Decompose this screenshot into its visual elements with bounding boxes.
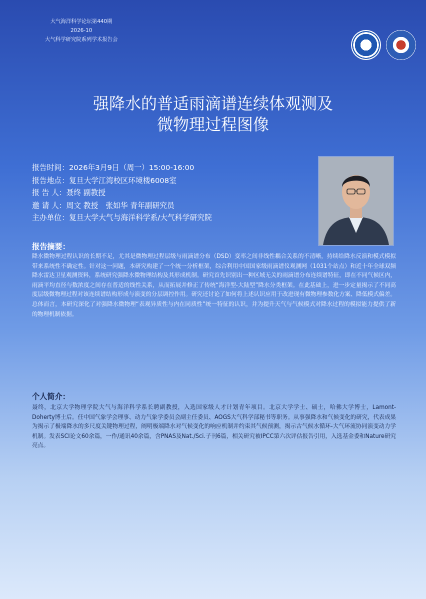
info-speaker [32, 187, 212, 200]
info-host-label: 邀 请 人： [32, 200, 67, 210]
speaker-portrait-icon [319, 157, 393, 245]
info-time-value: 2026年3月9日（周一）15:00-16:00 [68, 163, 195, 172]
forum-issue: 大气海洋科学论坛第440期 [50, 19, 113, 25]
bio-text: 聂终，北京大学物理学院大气与海洋科学系长聘副教授，入选国家级人才计划青年项目。北京大学学士、硕士，哈佛大学博士，Lamont-Doherty博士后。任中国气象学会理事、动力气象学委员会副主任委员、AOGS大气科学部秘书等职务。从事强降水和气候变化的研究，代表成果为揭示了极端降水的多尺度关键物理过程，阐明极端降水对气候变化的响应机制并约束其气候预测，揭示古气候水循环-大气环流协同演变动力学机制。发表SCI论文60余篇，一作/通讯40余篇，含PNAS及Nat./Sci.子刊6篇，相关研究被IPCC第六次评估报告引用，入选基金委和Nature研究亮点。 [32, 405, 396, 450]
forum-date-code: 2026-10 [70, 28, 93, 34]
info-host [32, 200, 212, 213]
bio-heading: 个人简介： [32, 392, 70, 401]
info-speaker-label: 报 告 人： [32, 188, 67, 198]
abstract-heading: 报告摘要： [32, 242, 70, 251]
info-host-value: 周文 教授 张如华 青年副研究员 [66, 200, 175, 210]
forum-header [45, 18, 118, 45]
info-organizer [32, 212, 212, 225]
talk-title-line2: 微物理过程图像 [156, 115, 269, 134]
speaker-photo [318, 156, 394, 246]
info-place-value: 复旦大学江湾校区环境楼6008室 [68, 175, 177, 185]
info-place-label: 报告地点： [32, 175, 69, 185]
institution-logos [351, 30, 416, 60]
info-organizer-label: 主办单位： [32, 213, 69, 223]
institute-logo-icon [386, 30, 416, 60]
talk-title-line1: 强降水的普适雨滴谱连续体观测及 [92, 94, 333, 113]
forum-series: 大气科学研究院系列学术报告会 [45, 37, 118, 43]
info-time-label: 报告时间： [32, 163, 69, 172]
talk-info [32, 162, 212, 225]
fudan-logo-icon [351, 30, 381, 60]
abstract-text: 降水微物理过程认识的长期不足，尤其是微物理过程层级与雨滴谱分布（DSD）变率之间非线性耦合关系的不清晰，持续给降水反演和模式模拟带来系统性不确定性。针对这一问题，本研究构建了一个统一分析框架，综合利用中国国家级雨滴谱仪观测网（1031个站点）和近十年全球双频降水雷达卫星观测资料，系统研究强降水微物理结构及其形成机制。研究首先识别出一种区域无关的雨滴谱分布连续谱特征，即在不同气候区内，雨滴平均直径与数浓度之间存在普适的线性关系，从而拓展并修正了传统“海洋型-大陆型”降水分类框架。在此基础上，进一步定量揭示了不同高度层级微物理过程对该连续谱结构形成与演变的分层调控作用。研究还讨论了如何将上述认识应用于改进现有微物理参数化方案、降低模式偏差。总体而言，本研究深化了对强降水微物理“表观异质性与内在同质性”统一特征的认识，并为提升天气与气候模式对降水过程的模拟能力提供了新的物理机制依据。 [32, 254, 396, 318]
info-time [32, 162, 212, 175]
talk-title [0, 93, 426, 135]
info-organizer-value: 复旦大学大气与海洋科学系/大气科学研究院 [68, 213, 212, 223]
info-place [32, 175, 212, 188]
info-speaker-value: 聂终 副教授 [66, 188, 106, 198]
